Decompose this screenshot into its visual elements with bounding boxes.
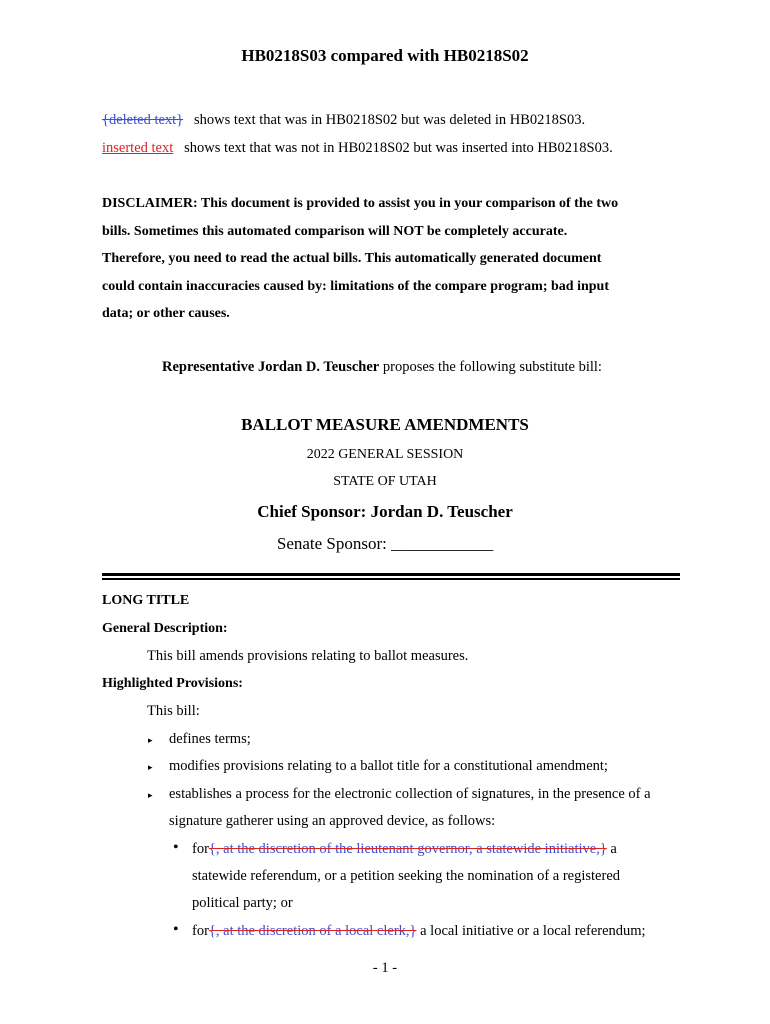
highlighted-provisions-heading: Highlighted Provisions: — [102, 676, 243, 691]
disclaimer — [102, 190, 682, 328]
comparison-title: HB0218S03 compared with HB0218S02 — [241, 46, 529, 65]
provision-item: modifies provisions relating to a ballot title for a constitutional amendment; — [169, 758, 608, 774]
deleted-description: shows text that was in HB0218S02 but was deleted in HB0218S03. — [194, 112, 586, 128]
sub-provision-line: statewide referendum, or a petition seeking the nomination of a registered — [192, 868, 621, 884]
disclaimer-line: bills. Sometimes this automated comparison will NOT be completely accurate. — [102, 223, 568, 239]
bill-state: STATE OF UTAH — [333, 474, 437, 489]
sponsor-name: Representative Jordan D. Teuscher — [162, 359, 380, 375]
sub-provision-after: a — [606, 841, 617, 857]
senate-sponsor: Senate Sponsor: ____________ — [276, 534, 494, 553]
disclaimer-line: data; or other causes. — [102, 306, 230, 321]
dot-icon: • — [173, 921, 179, 938]
sub-provision — [192, 923, 646, 940]
legend-inserted — [102, 140, 613, 157]
sub-provision-after: a local initiative or a local referendum; — [416, 923, 646, 939]
bullet-icon: ▸ — [148, 735, 153, 745]
divider-thin — [102, 578, 680, 580]
divider-thick — [102, 573, 680, 576]
proposal-text: proposes the following substitute bill: — [382, 359, 602, 375]
sub-provision — [192, 841, 617, 858]
sub-provision-prefix: for — [192, 841, 209, 857]
chief-sponsor: Chief Sponsor: Jordan D. Teuscher — [257, 502, 513, 521]
disclaimer-line: Therefore, you need to read the actual bills. This automatically generated document — [102, 251, 602, 266]
legend-deleted — [102, 112, 585, 129]
sponsor-proposal — [162, 359, 602, 376]
provision-item-continued: signature gatherer using an approved device, as follows: — [169, 813, 496, 829]
inserted-description: shows text that was not in HB0218S02 but was inserted into HB0218S03. — [184, 140, 613, 156]
inserted-sample: inserted text — [102, 140, 174, 156]
disclaimer-line: DISCLAIMER: This document is provided to assist you in your comparison of the two — [102, 196, 619, 211]
deleted-text: {, at the discretion of the lieutenant governor, a statewide initiative,} — [208, 841, 607, 857]
general-description-text: This bill amends provisions relating to ballot measures. — [147, 648, 469, 664]
deleted-sample: {deleted text} — [102, 112, 184, 128]
bullet-icon: ▸ — [148, 762, 153, 772]
bullet-icon: ▸ — [148, 790, 153, 800]
sub-provision-prefix: for — [192, 923, 209, 939]
bill-session: 2022 GENERAL SESSION — [306, 447, 464, 462]
bill-name: BALLOT MEASURE AMENDMENTS — [241, 415, 529, 434]
deleted-text: {, at the discretion of a local clerk,} — [208, 923, 417, 939]
provision-item: establishes a process for the electronic collection of signatures, in the presence of a — [169, 786, 651, 802]
long-title-heading: LONG TITLE — [102, 593, 190, 608]
sub-provision-line: political party; or — [192, 895, 293, 911]
this-bill-text: This bill: — [147, 703, 200, 719]
page-number: - 1 - — [372, 960, 398, 976]
general-description-heading: General Description: — [102, 621, 228, 636]
dot-icon: • — [173, 839, 179, 856]
provision-item: defines terms; — [169, 731, 251, 747]
disclaimer-line: could contain inaccuracies caused by: limitations of the compare program; bad input — [102, 278, 609, 294]
